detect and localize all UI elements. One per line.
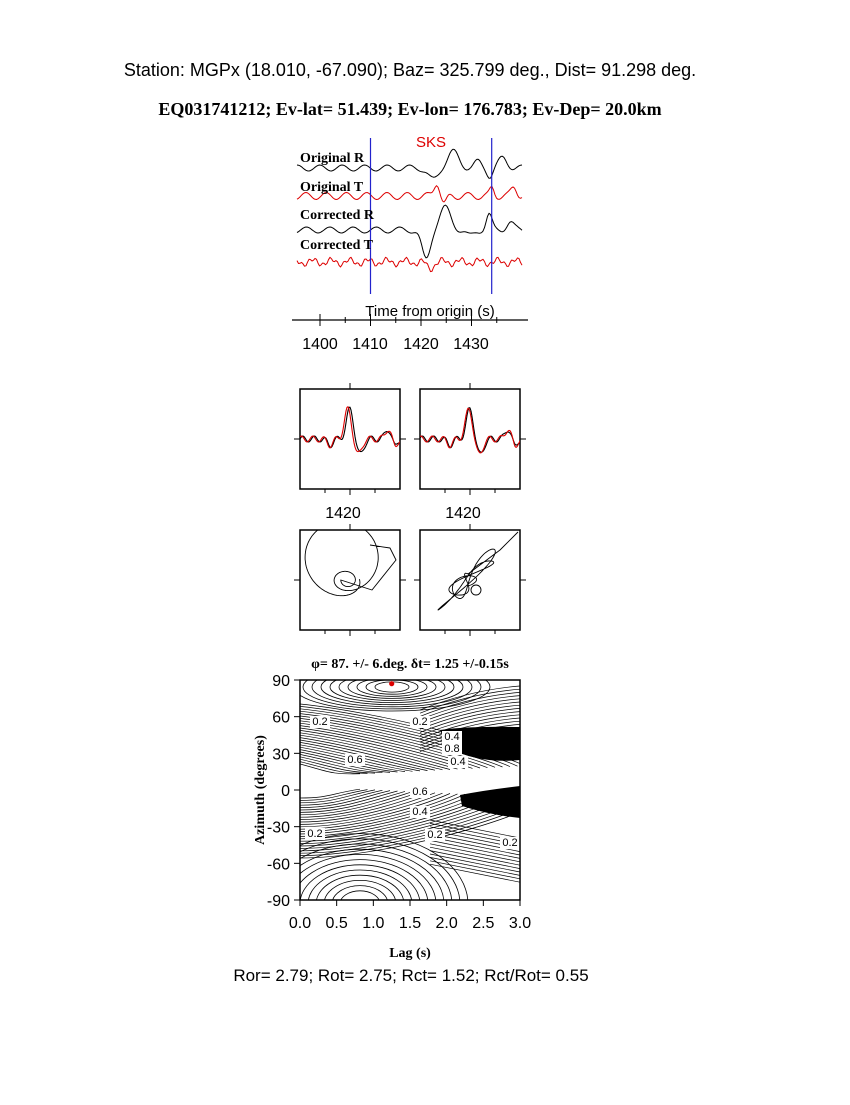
- contour-right-lower: [430, 854, 520, 872]
- contour-lower: [292, 860, 428, 949]
- particle-path-left: [305, 521, 396, 595]
- contour-band-lower: [300, 789, 360, 798]
- contour-label: 0.4: [444, 731, 460, 743]
- waveform-panel-left: [294, 383, 406, 522]
- azimuth-tick-label: 30: [272, 746, 290, 764]
- waveform-tick-left: 1420: [325, 505, 361, 522]
- station-line: Station: MGPx (18.010, -67.090); Baz= 325.799 deg., Dist= 91.298 deg.: [123, 60, 697, 80]
- contour-label: 0.2: [427, 829, 443, 841]
- particle-motion-left: [294, 521, 406, 636]
- azimuth-tick-label: -30: [266, 819, 290, 837]
- waveform-left-slow: [300, 407, 400, 452]
- contour-right-lower: [430, 847, 520, 865]
- contour-lower: [340, 891, 380, 917]
- lag-tick-label: 2.0: [435, 915, 458, 932]
- summary-line: Ror= 2.79; Rot= 2.75; Rct= 1.52; Rct/Rot= 0.55: [233, 966, 589, 985]
- event-line: EQ031741212; Ev-lat= 51.439; Ev-lon= 176.783; Ev-Dep= 20.0km: [158, 99, 662, 119]
- waveform-tick-right: 1420: [445, 505, 481, 522]
- contour-upper: [321, 669, 463, 704]
- particle-path-right: [438, 532, 518, 610]
- contour-label: 0.2: [307, 828, 323, 840]
- particle-loop-right: [471, 585, 481, 595]
- contour-upper: [348, 676, 436, 699]
- time-tick-1410: 1410: [352, 336, 388, 353]
- best-fit-marker: [389, 681, 394, 686]
- time-tick-1430: 1430: [453, 336, 489, 353]
- waveform-panel-right: [414, 383, 526, 522]
- contour-label: 0.2: [312, 716, 328, 728]
- trace-corrected-t: [297, 257, 522, 271]
- contour-label: 0.6: [412, 786, 428, 798]
- azimuth-tick-label: 0: [281, 783, 290, 800]
- contour-label: 0.8: [444, 743, 460, 755]
- lag-axis-label: Lag (s): [389, 946, 431, 961]
- contour-upper: [330, 671, 454, 702]
- contour-right-lower: [430, 857, 520, 875]
- lag-tick-label: 0.5: [325, 915, 348, 932]
- contour-right-lower: [430, 861, 520, 879]
- azimuth-tick-label: 90: [272, 673, 290, 690]
- contour-label: 0.2: [412, 716, 428, 728]
- time-tick-1420: 1420: [403, 336, 439, 353]
- trace-label-original-t: Original T: [300, 180, 364, 195]
- contour-band-upper: [300, 740, 435, 770]
- contour-panel: [252, 663, 548, 974]
- phase-label: SKS: [415, 134, 447, 151]
- contour-band-lower: [300, 790, 368, 801]
- contour-lower: [276, 849, 444, 959]
- trace-label-corrected-r: Corrected R: [300, 208, 374, 223]
- azimuth-axis-label: Azimuth (degrees): [253, 735, 268, 845]
- lag-tick-label: 1.5: [398, 915, 422, 932]
- azimuth-tick-label: 60: [272, 709, 290, 727]
- seismogram-panel: [292, 134, 528, 353]
- time-tick-1400: 1400: [302, 336, 338, 353]
- particle-frame-left: [300, 530, 400, 630]
- lag-tick-label: 2.5: [472, 915, 495, 932]
- contour-title: φ= 87. +/- 6.deg. δt= 1.25 +/-0.15s: [311, 657, 509, 672]
- azimuth-tick-label: -60: [266, 856, 290, 874]
- azimuth-tick-label: -90: [266, 893, 290, 910]
- lag-tick-label: 3.0: [508, 915, 532, 932]
- contour-label: 0.4: [412, 806, 428, 818]
- waveform-right-slow: [420, 408, 520, 453]
- time-axis-label: Time from origin (s): [365, 303, 495, 320]
- lag-tick-label: 1.0: [362, 915, 385, 932]
- contour-label: 0.4: [450, 756, 466, 768]
- contour-lower: [284, 854, 436, 953]
- trace-label-original-r: Original R: [300, 151, 365, 166]
- lag-tick-label: 0.0: [288, 915, 312, 932]
- waveform-frame-left: [300, 389, 400, 489]
- contour-label: 0.6: [347, 754, 363, 766]
- trace-label-corrected-t: Corrected T: [300, 238, 373, 253]
- particle-motion-right: [414, 524, 526, 636]
- contour-label: 0.2: [502, 837, 518, 849]
